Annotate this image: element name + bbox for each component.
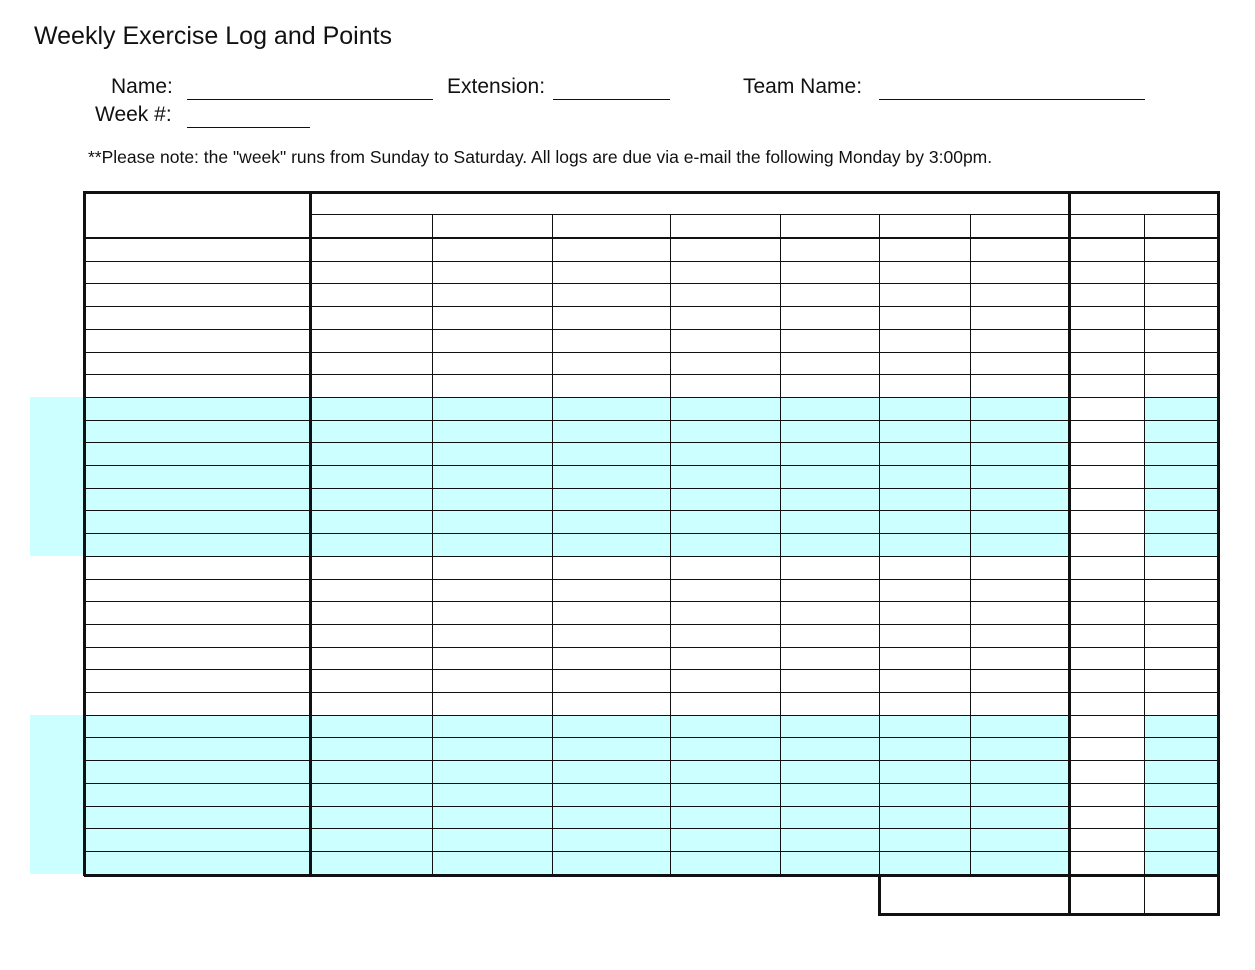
minutes-input-tuesday[interactable] xyxy=(554,466,669,487)
exercise-type-input[interactable] xyxy=(86,784,309,805)
minutes-input-saturday[interactable] xyxy=(972,784,1068,805)
minutes-input-saturday[interactable] xyxy=(972,716,1068,737)
minutes-input-saturday[interactable] xyxy=(972,602,1068,623)
minutes-input-thursday[interactable] xyxy=(782,330,878,351)
minutes-input-tuesday[interactable] xyxy=(554,511,669,532)
minutes-input-monday[interactable] xyxy=(434,398,551,419)
exercise-type-input[interactable] xyxy=(86,353,309,374)
exercise-type-input[interactable] xyxy=(86,284,309,305)
minutes-input-thursday[interactable] xyxy=(782,421,878,442)
minutes-input-sunday[interactable] xyxy=(312,307,431,328)
name-label: Name: xyxy=(111,75,173,98)
extension-label: Extension: xyxy=(447,75,546,98)
minutes-input-friday[interactable] xyxy=(881,398,969,419)
minutes-input-monday[interactable] xyxy=(434,784,551,805)
minutes-input-sunday[interactable] xyxy=(312,330,431,351)
minutes-input-thursday[interactable] xyxy=(782,829,878,850)
minutes-input-thursday[interactable] xyxy=(782,284,878,305)
minutes-input-thursday[interactable] xyxy=(782,761,878,782)
table-top-border xyxy=(84,191,1219,194)
minutes-input-saturday[interactable] xyxy=(972,466,1068,487)
minutes-input-saturday[interactable] xyxy=(972,375,1068,396)
minutes-input-wednesday[interactable] xyxy=(672,421,779,442)
minutes-input-friday[interactable] xyxy=(881,648,969,669)
minutes-input-friday[interactable] xyxy=(881,353,969,374)
exercise-type-input[interactable] xyxy=(86,443,309,464)
minutes-input-saturday[interactable] xyxy=(972,625,1068,646)
table-bottom-border xyxy=(84,874,1219,877)
minutes-input-thursday[interactable] xyxy=(782,625,878,646)
minutes-input-sunday[interactable] xyxy=(312,602,431,623)
minutes-input-thursday[interactable] xyxy=(782,602,878,623)
minutes-input-saturday[interactable] xyxy=(972,443,1068,464)
minutes-input-sunday[interactable] xyxy=(312,648,431,669)
minutes-input-friday[interactable] xyxy=(881,670,969,691)
due-note: **Please note: the "week" runs from Sunday to Saturday. All logs are due via e-mail the following Monday by 3:00pm. xyxy=(88,147,993,167)
minutes-input-friday[interactable] xyxy=(881,262,969,283)
minutes-input-saturday[interactable] xyxy=(972,693,1068,714)
minutes-input-monday[interactable] xyxy=(434,307,551,328)
minutes-input-monday[interactable] xyxy=(434,716,551,737)
minutes-input-tuesday[interactable] xyxy=(554,398,669,419)
minutes-input-tuesday[interactable] xyxy=(554,738,669,759)
minutes-input-sunday[interactable] xyxy=(312,443,431,464)
minutes-input-monday[interactable] xyxy=(434,262,551,283)
minutes-input-saturday[interactable] xyxy=(972,398,1068,419)
minutes-input-sunday[interactable] xyxy=(312,421,431,442)
minutes-input-thursday[interactable] xyxy=(782,738,878,759)
minutes-input-tuesday[interactable] xyxy=(554,443,669,464)
minutes-input-friday[interactable] xyxy=(881,580,969,601)
minutes-input-friday[interactable] xyxy=(881,829,969,850)
minutes-input-wednesday[interactable] xyxy=(672,602,779,623)
minutes-input-thursday[interactable] xyxy=(782,239,878,260)
minutes-input-tuesday[interactable] xyxy=(554,716,669,737)
minutes-input-sunday[interactable] xyxy=(312,284,431,305)
minutes-input-friday[interactable] xyxy=(881,534,969,555)
minutes-input-saturday[interactable] xyxy=(972,580,1068,601)
minutes-input-tuesday[interactable] xyxy=(554,852,669,873)
minutes-input-friday[interactable] xyxy=(881,693,969,714)
minutes-input-monday[interactable] xyxy=(434,489,551,510)
exercise-type-input[interactable] xyxy=(86,693,309,714)
total-divider xyxy=(1144,874,1145,916)
minutes-input-tuesday[interactable] xyxy=(554,580,669,601)
minutes-input-friday[interactable] xyxy=(881,489,969,510)
minutes-input-friday[interactable] xyxy=(881,511,969,532)
minutes-input-saturday[interactable] xyxy=(972,489,1068,510)
group-shade-label xyxy=(30,397,84,556)
minutes-input-tuesday[interactable] xyxy=(554,375,669,396)
exercise-type-input[interactable] xyxy=(86,330,309,351)
column-divider xyxy=(552,214,553,876)
minutes-input-saturday[interactable] xyxy=(972,852,1068,873)
minutes-input-tuesday[interactable] xyxy=(554,489,669,510)
minutes-input-saturday[interactable] xyxy=(972,284,1068,305)
minutes-input-wednesday[interactable] xyxy=(672,784,779,805)
total-right-border xyxy=(1217,874,1220,916)
minutes-input-sunday[interactable] xyxy=(312,693,431,714)
minutes-input-tuesday[interactable] xyxy=(554,262,669,283)
name-field[interactable] xyxy=(187,99,433,100)
exercise-type-input[interactable] xyxy=(86,716,309,737)
minutes-input-monday[interactable] xyxy=(434,557,551,578)
minutes-input-saturday[interactable] xyxy=(972,738,1068,759)
minutes-input-tuesday[interactable] xyxy=(554,648,669,669)
team-name-label: Team Name: xyxy=(743,75,863,98)
minutes-input-wednesday[interactable] xyxy=(672,330,779,351)
minutes-input-sunday[interactable] xyxy=(312,557,431,578)
minutes-input-friday[interactable] xyxy=(881,602,969,623)
minutes-input-thursday[interactable] xyxy=(782,443,878,464)
minutes-input-wednesday[interactable] xyxy=(672,580,779,601)
column-divider xyxy=(432,214,433,876)
minutes-input-monday[interactable] xyxy=(434,330,551,351)
minutes-input-saturday[interactable] xyxy=(972,262,1068,283)
minutes-input-friday[interactable] xyxy=(881,307,969,328)
minutes-input-sunday[interactable] xyxy=(312,625,431,646)
minutes-input-thursday[interactable] xyxy=(782,852,878,873)
minutes-input-tuesday[interactable] xyxy=(554,784,669,805)
minutes-input-thursday[interactable] xyxy=(782,534,878,555)
minutes-input-friday[interactable] xyxy=(881,466,969,487)
page-title: Weekly Exercise Log and Points xyxy=(34,22,393,50)
minutes-input-tuesday[interactable] xyxy=(554,239,669,260)
week-field[interactable] xyxy=(187,127,310,128)
subheader-line xyxy=(310,214,1218,215)
minutes-input-saturday[interactable] xyxy=(972,511,1068,532)
group-shade-label xyxy=(30,715,84,874)
minutes-input-friday[interactable] xyxy=(881,738,969,759)
minutes-input-thursday[interactable] xyxy=(782,466,878,487)
minutes-input-wednesday[interactable] xyxy=(672,443,779,464)
column-divider xyxy=(1217,191,1220,876)
minutes-input-tuesday[interactable] xyxy=(554,284,669,305)
minutes-input-sunday[interactable] xyxy=(312,670,431,691)
minutes-input-monday[interactable] xyxy=(434,284,551,305)
exercise-type-input[interactable] xyxy=(86,511,309,532)
minutes-input-saturday[interactable] xyxy=(972,239,1068,260)
exercise-type-input[interactable] xyxy=(86,421,309,442)
minutes-input-friday[interactable] xyxy=(881,852,969,873)
extension-field[interactable] xyxy=(553,99,670,100)
team-name-field[interactable] xyxy=(879,99,1145,100)
minutes-input-wednesday[interactable] xyxy=(672,738,779,759)
minutes-input-monday[interactable] xyxy=(434,852,551,873)
exercise-type-input[interactable] xyxy=(86,738,309,759)
minutes-input-saturday[interactable] xyxy=(972,761,1068,782)
minutes-input-thursday[interactable] xyxy=(782,784,878,805)
minutes-input-sunday[interactable] xyxy=(312,534,431,555)
minutes-input-sunday[interactable] xyxy=(312,262,431,283)
week-label: Week #: xyxy=(95,103,172,126)
minutes-input-monday[interactable] xyxy=(434,829,551,850)
exercise-type-input[interactable] xyxy=(86,489,309,510)
minutes-input-wednesday[interactable] xyxy=(672,511,779,532)
minutes-input-monday[interactable] xyxy=(434,602,551,623)
minutes-input-tuesday[interactable] xyxy=(554,534,669,555)
minutes-input-friday[interactable] xyxy=(881,716,969,737)
minutes-input-saturday[interactable] xyxy=(972,557,1068,578)
exercise-type-input[interactable] xyxy=(86,807,309,828)
minutes-input-monday[interactable] xyxy=(434,693,551,714)
minutes-input-friday[interactable] xyxy=(881,330,969,351)
minutes-input-friday[interactable] xyxy=(881,284,969,305)
minutes-input-sunday[interactable] xyxy=(312,239,431,260)
column-divider xyxy=(1068,191,1071,876)
total-bottom-border xyxy=(878,913,1219,916)
minutes-input-friday[interactable] xyxy=(881,375,969,396)
minutes-input-monday[interactable] xyxy=(434,761,551,782)
minutes-input-monday[interactable] xyxy=(434,738,551,759)
minutes-input-saturday[interactable] xyxy=(972,648,1068,669)
column-divider xyxy=(670,214,671,876)
exercise-type-input[interactable] xyxy=(86,307,309,328)
minutes-input-monday[interactable] xyxy=(434,625,551,646)
minutes-input-friday[interactable] xyxy=(881,557,969,578)
minutes-input-saturday[interactable] xyxy=(972,829,1068,850)
minutes-input-thursday[interactable] xyxy=(782,489,878,510)
minutes-input-wednesday[interactable] xyxy=(672,829,779,850)
minutes-input-tuesday[interactable] xyxy=(554,330,669,351)
minutes-input-monday[interactable] xyxy=(434,580,551,601)
minutes-input-wednesday[interactable] xyxy=(672,625,779,646)
minutes-input-thursday[interactable] xyxy=(782,580,878,601)
minutes-input-monday[interactable] xyxy=(434,466,551,487)
minutes-input-wednesday[interactable] xyxy=(672,670,779,691)
minutes-input-tuesday[interactable] xyxy=(554,557,669,578)
exercise-type-input[interactable] xyxy=(86,398,309,419)
minutes-input-sunday[interactable] xyxy=(312,761,431,782)
exercise-type-input[interactable] xyxy=(86,262,309,283)
minutes-input-thursday[interactable] xyxy=(782,557,878,578)
minutes-input-monday[interactable] xyxy=(434,353,551,374)
minutes-input-thursday[interactable] xyxy=(782,648,878,669)
minutes-input-thursday[interactable] xyxy=(782,716,878,737)
column-divider xyxy=(780,214,781,876)
minutes-input-monday[interactable] xyxy=(434,807,551,828)
exercise-type-input[interactable] xyxy=(86,534,309,555)
exercise-type-input[interactable] xyxy=(86,761,309,782)
minutes-input-sunday[interactable] xyxy=(312,852,431,873)
minutes-input-monday[interactable] xyxy=(434,670,551,691)
group-shade-points xyxy=(1145,397,1218,556)
column-divider xyxy=(970,214,971,876)
minutes-input-wednesday[interactable] xyxy=(672,262,779,283)
minutes-input-sunday[interactable] xyxy=(312,489,431,510)
minutes-input-tuesday[interactable] xyxy=(554,670,669,691)
group-shade-points xyxy=(1145,715,1218,874)
minutes-input-wednesday[interactable] xyxy=(672,761,779,782)
minutes-input-sunday[interactable] xyxy=(312,784,431,805)
exercise-type-input[interactable] xyxy=(86,557,309,578)
minutes-input-tuesday[interactable] xyxy=(554,353,669,374)
exercise-type-input[interactable] xyxy=(86,829,309,850)
minutes-input-sunday[interactable] xyxy=(312,807,431,828)
minutes-input-tuesday[interactable] xyxy=(554,602,669,623)
minutes-input-friday[interactable] xyxy=(881,761,969,782)
exercise-type-input[interactable] xyxy=(86,375,309,396)
minutes-input-tuesday[interactable] xyxy=(554,829,669,850)
minutes-input-saturday[interactable] xyxy=(972,307,1068,328)
minutes-input-tuesday[interactable] xyxy=(554,807,669,828)
minutes-input-wednesday[interactable] xyxy=(672,534,779,555)
minutes-input-tuesday[interactable] xyxy=(554,761,669,782)
minutes-input-wednesday[interactable] xyxy=(672,239,779,260)
minutes-input-monday[interactable] xyxy=(434,239,551,260)
exercise-type-input[interactable] xyxy=(86,466,309,487)
minutes-input-sunday[interactable] xyxy=(312,580,431,601)
minutes-input-monday[interactable] xyxy=(434,443,551,464)
exercise-type-input[interactable] xyxy=(86,670,309,691)
minutes-input-saturday[interactable] xyxy=(972,353,1068,374)
minutes-input-friday[interactable] xyxy=(881,625,969,646)
minutes-input-monday[interactable] xyxy=(434,534,551,555)
minutes-input-wednesday[interactable] xyxy=(672,489,779,510)
exercise-type-input[interactable] xyxy=(86,602,309,623)
exercise-type-input[interactable] xyxy=(86,852,309,873)
minutes-input-sunday[interactable] xyxy=(312,829,431,850)
minutes-input-friday[interactable] xyxy=(881,421,969,442)
minutes-input-wednesday[interactable] xyxy=(672,353,779,374)
exercise-type-input[interactable] xyxy=(86,239,309,260)
minutes-input-saturday[interactable] xyxy=(972,330,1068,351)
minutes-input-thursday[interactable] xyxy=(782,375,878,396)
minutes-input-wednesday[interactable] xyxy=(672,716,779,737)
minutes-input-sunday[interactable] xyxy=(312,375,431,396)
total-divider xyxy=(1068,874,1071,916)
exercise-type-input[interactable] xyxy=(86,625,309,646)
minutes-input-thursday[interactable] xyxy=(782,353,878,374)
minutes-input-thursday[interactable] xyxy=(782,307,878,328)
minutes-input-wednesday[interactable] xyxy=(672,693,779,714)
minutes-input-saturday[interactable] xyxy=(972,670,1068,691)
column-divider xyxy=(1144,214,1145,876)
minutes-input-sunday[interactable] xyxy=(312,511,431,532)
minutes-input-friday[interactable] xyxy=(881,784,969,805)
minutes-input-wednesday[interactable] xyxy=(672,852,779,873)
minutes-input-monday[interactable] xyxy=(434,421,551,442)
minutes-input-tuesday[interactable] xyxy=(554,625,669,646)
minutes-input-friday[interactable] xyxy=(881,807,969,828)
minutes-input-wednesday[interactable] xyxy=(672,466,779,487)
minutes-input-saturday[interactable] xyxy=(972,807,1068,828)
minutes-input-tuesday[interactable] xyxy=(554,693,669,714)
minutes-input-wednesday[interactable] xyxy=(672,807,779,828)
minutes-input-tuesday[interactable] xyxy=(554,307,669,328)
minutes-input-sunday[interactable] xyxy=(312,353,431,374)
minutes-input-friday[interactable] xyxy=(881,239,969,260)
minutes-input-saturday[interactable] xyxy=(972,534,1068,555)
minutes-input-thursday[interactable] xyxy=(782,670,878,691)
total-left-border xyxy=(878,874,881,916)
minutes-input-monday[interactable] xyxy=(434,648,551,669)
minutes-input-wednesday[interactable] xyxy=(672,375,779,396)
exercise-type-input[interactable] xyxy=(86,580,309,601)
minutes-input-wednesday[interactable] xyxy=(672,307,779,328)
minutes-input-wednesday[interactable] xyxy=(672,284,779,305)
minutes-input-monday[interactable] xyxy=(434,375,551,396)
minutes-input-friday[interactable] xyxy=(881,443,969,464)
minutes-input-sunday[interactable] xyxy=(312,738,431,759)
minutes-input-monday[interactable] xyxy=(434,511,551,532)
column-divider xyxy=(879,214,880,876)
minutes-input-saturday[interactable] xyxy=(972,421,1068,442)
minutes-input-wednesday[interactable] xyxy=(672,648,779,669)
minutes-input-thursday[interactable] xyxy=(782,807,878,828)
minutes-input-tuesday[interactable] xyxy=(554,421,669,442)
minutes-input-sunday[interactable] xyxy=(312,466,431,487)
minutes-input-thursday[interactable] xyxy=(782,262,878,283)
minutes-input-sunday[interactable] xyxy=(312,398,431,419)
minutes-input-thursday[interactable] xyxy=(782,398,878,419)
exercise-type-input[interactable] xyxy=(86,648,309,669)
minutes-input-wednesday[interactable] xyxy=(672,557,779,578)
minutes-input-wednesday[interactable] xyxy=(672,398,779,419)
minutes-input-thursday[interactable] xyxy=(782,511,878,532)
minutes-input-thursday[interactable] xyxy=(782,693,878,714)
minutes-input-sunday[interactable] xyxy=(312,716,431,737)
